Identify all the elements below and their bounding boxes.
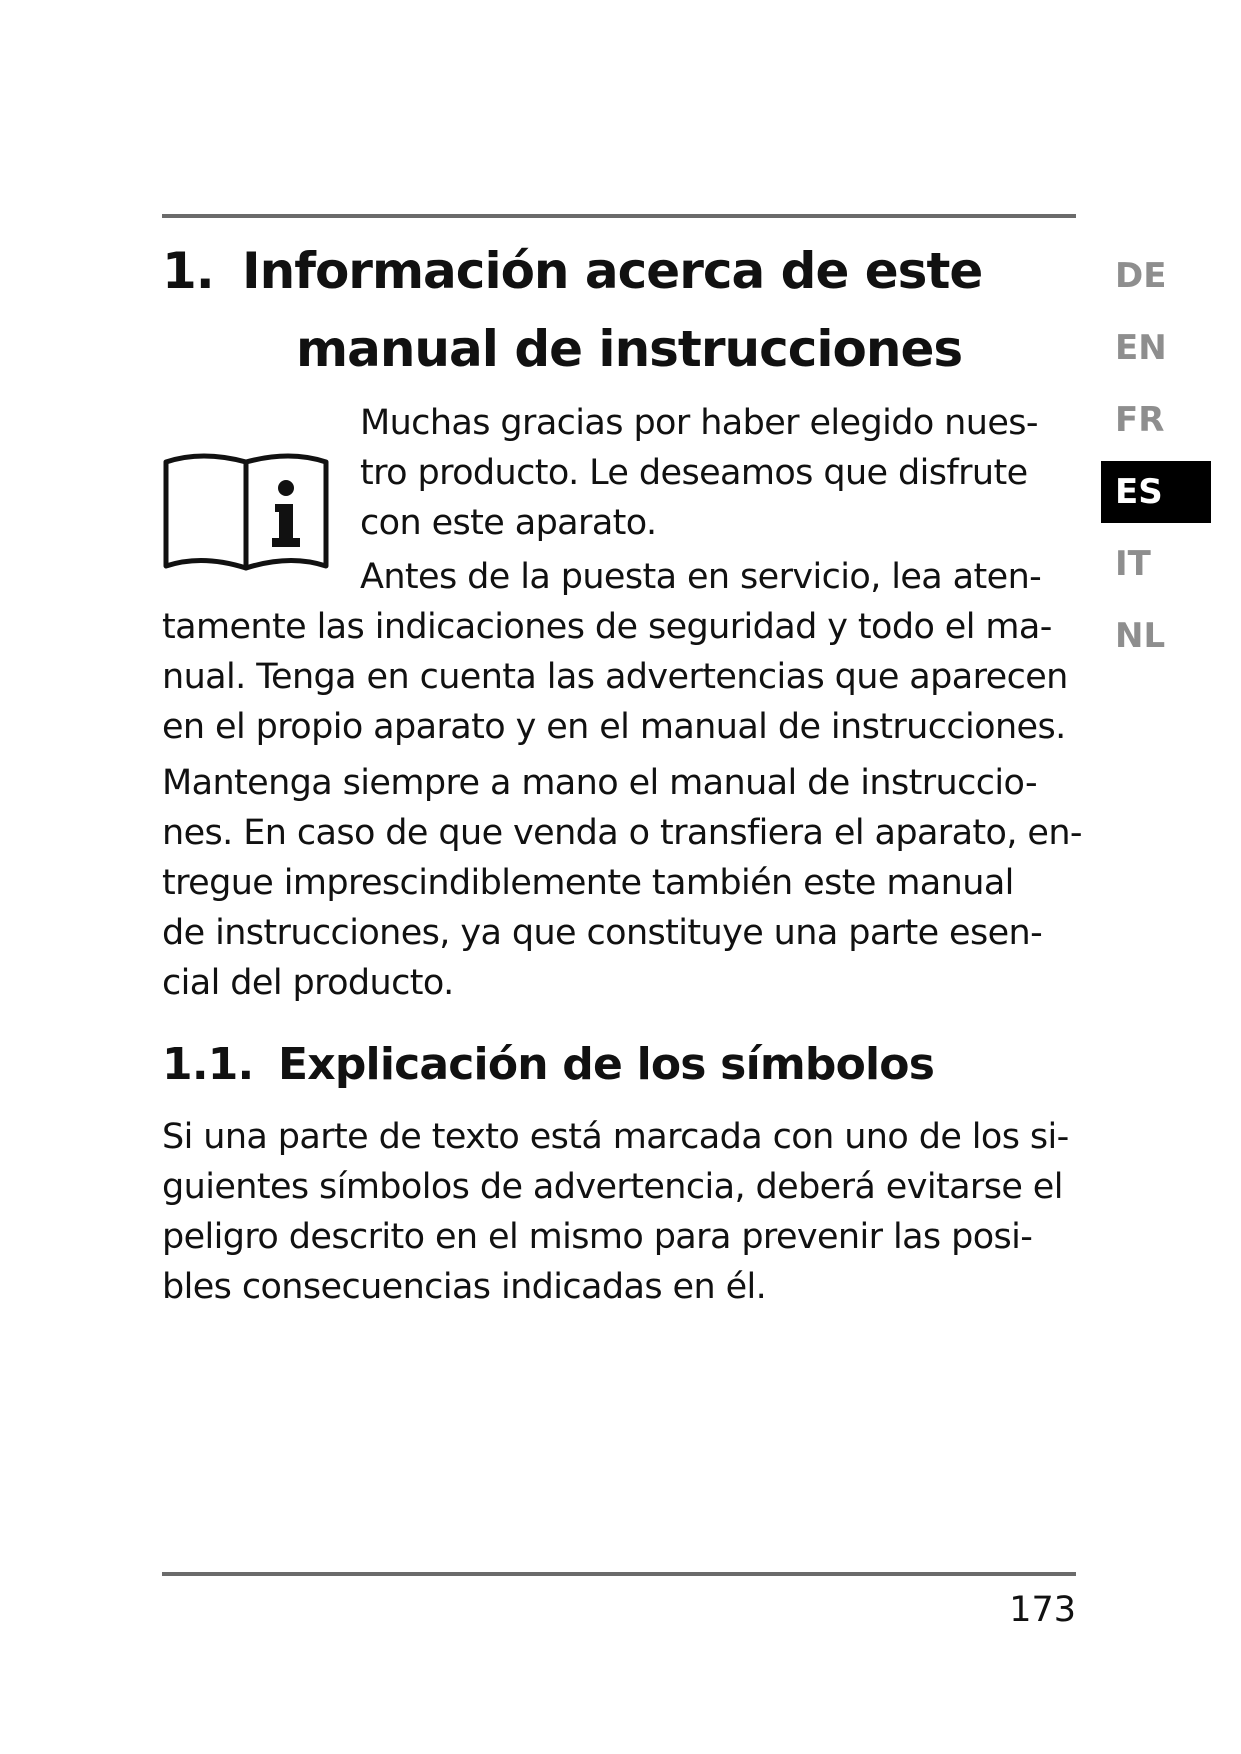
- language-tabs: [1101, 240, 1211, 672]
- text-line: de instrucciones, ya que constituye una parte esen-: [162, 913, 1043, 953]
- section-number: 1.: [162, 242, 214, 300]
- language-tab-nl[interactable]: NL: [1115, 616, 1166, 656]
- text-line: en el propio aparato y en el manual de instrucciones.: [162, 707, 1066, 747]
- bottom-rule: [162, 1572, 1076, 1576]
- text-line: peligro descrito en el mismo para prevenir las posi-: [162, 1217, 1033, 1257]
- text-line: nual. Tenga en cuenta las advertencias que aparecen: [162, 657, 1068, 697]
- page-number: 173: [1009, 1590, 1076, 1630]
- language-tab-es-active[interactable]: ES: [1101, 461, 1211, 523]
- section-title-line1: Información acerca de este: [242, 242, 983, 300]
- text-line: Antes de la puesta en servicio, lea aten-: [360, 557, 1042, 597]
- text-line: tregue imprescindiblemente también este manual: [162, 863, 1014, 903]
- language-tab-fr[interactable]: FR: [1115, 400, 1165, 440]
- text-line: Muchas gracias por haber elegido nues-: [360, 403, 1038, 443]
- top-rule: [162, 214, 1076, 218]
- subsection-number: 1.1.: [162, 1039, 254, 1090]
- language-tab-en[interactable]: EN: [1115, 328, 1167, 368]
- text-line: Si una parte de texto está marcada con uno de los si-: [162, 1117, 1069, 1157]
- text-line: cial del producto.: [162, 963, 454, 1003]
- text-line: guientes símbolos de advertencia, deberá evitarse el: [162, 1167, 1063, 1207]
- intro-paragraph: [162, 398, 1082, 752]
- subsection-title: Explicación de los símbolos: [278, 1039, 935, 1090]
- text-line: Mantenga siempre a mano el manual de instruccio-: [162, 763, 1037, 803]
- symbols-paragraph: [162, 1112, 1082, 1312]
- keep-manual-paragraph: [162, 758, 1082, 1008]
- text-line: tro producto. Le deseamos que disfrute: [360, 453, 1028, 493]
- subsection-heading: [162, 1035, 1082, 1095]
- language-tab-it[interactable]: IT: [1115, 544, 1151, 584]
- text-line: bles consecuencias indicadas en él.: [162, 1267, 767, 1307]
- section-title-line2: manual de instrucciones: [296, 320, 963, 378]
- section-heading: [162, 232, 1062, 388]
- text-line: tamente las indicaciones de seguridad y todo el ma-: [162, 607, 1052, 647]
- language-tab-de[interactable]: DE: [1115, 256, 1167, 296]
- text-line: nes. En caso de que venda o transfiera el aparato, en-: [162, 813, 1082, 853]
- text-line: con este aparato.: [360, 503, 657, 543]
